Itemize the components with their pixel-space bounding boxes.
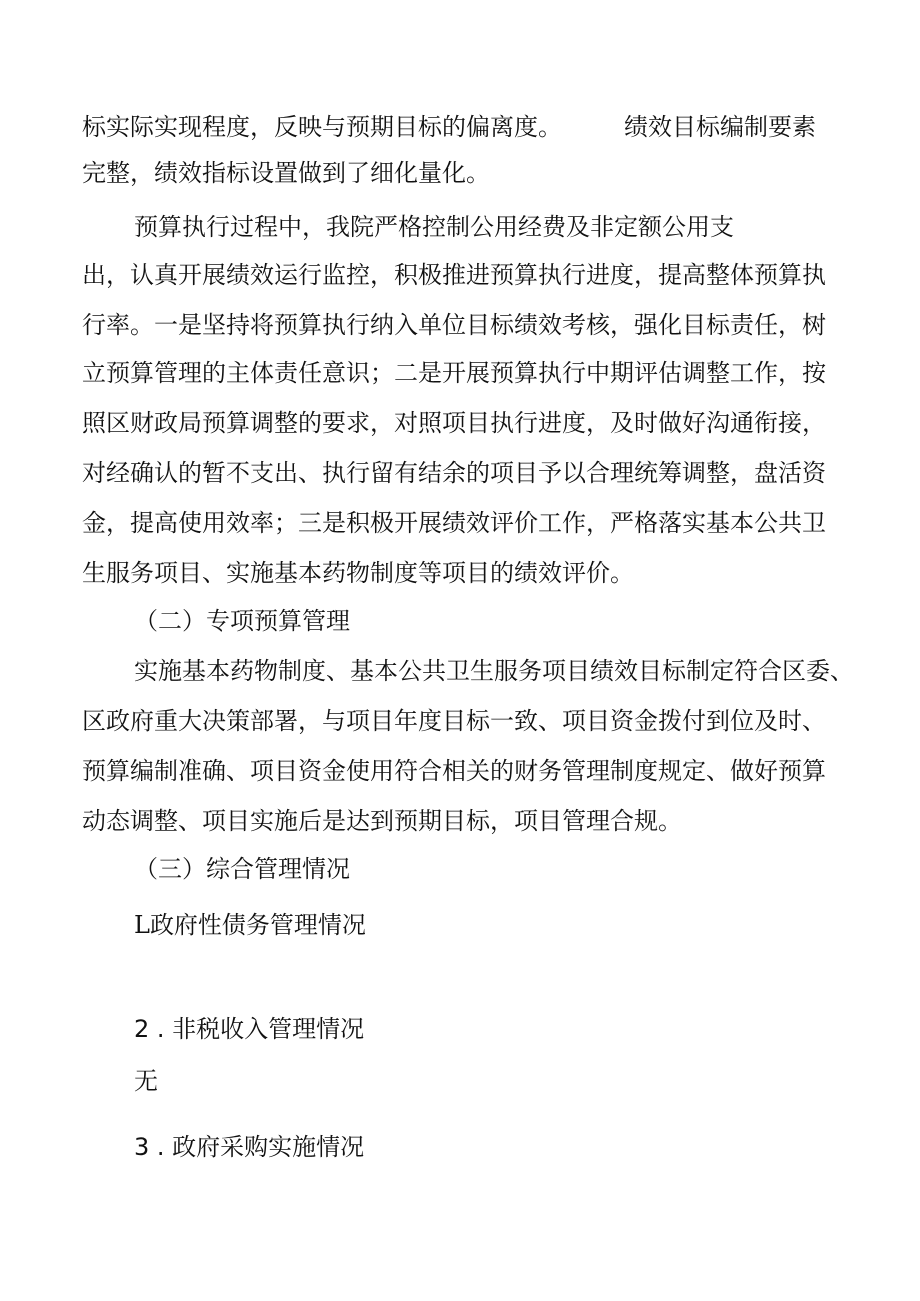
paragraph-line: 区政府重大决策部署，与项目年度目标一致、项目资金拨付到位及时、 (82, 707, 826, 735)
paragraph-line: 完整，绩效指标设置做到了细化量化。 (82, 159, 490, 187)
paragraph-line: 预算编制准确、项目资金使用符合相关的财务管理制度规定、做好预算 (82, 757, 826, 785)
subsection-heading: 2 . 非税收入管理情况 (134, 1015, 365, 1043)
paragraph-line: 实施基本药物制度、基本公共卫生服务项目绩效目标制定符合区委、 (134, 657, 854, 685)
paragraph-line: 无 (134, 1067, 158, 1095)
subsection-heading: L政府性债务管理情况 (134, 911, 366, 939)
paragraph-line: 动态调整、项目实施后是达到预期目标，项目管理合规。 (82, 807, 682, 835)
paragraph-line: 出，认真开展绩效运行监控，积极推进预算执行进度，提高整体预算执 (82, 261, 826, 289)
section-heading: （二）专项预算管理 (134, 607, 350, 635)
paragraph-line: 绩效目标编制要素 (624, 113, 816, 141)
paragraph-line: 对经确认的暂不支出、执行留有结余的项目予以合理统筹调整，盘活资 (82, 459, 826, 487)
paragraph-line: 行率。一是坚持将预算执行纳入单位目标绩效考核，强化目标责任，树 (82, 311, 826, 339)
paragraph-line: 金，提高使用效率；三是积极开展绩效评价工作，严格落实基本公共卫 (82, 509, 826, 537)
subsection-heading: 3 . 政府采购实施情况 (134, 1133, 365, 1161)
paragraph-line: 标实际实现程度，反映与预期目标的偏离度。 (82, 113, 562, 141)
paragraph-line: 立预算管理的主体责任意识；二是开展预算执行中期评估调整工作，按 (82, 359, 826, 387)
paragraph-line: 照区财政局预算调整的要求，对照项目执行进度，及时做好沟通衔接， (82, 409, 826, 437)
paragraph-line: 预算执行过程中，我院严格控制公用经费及非定额公用支 (134, 213, 734, 241)
paragraph-line: 生服务项目、实施基本药物制度等项目的绩效评价。 (82, 559, 634, 587)
section-heading: （三）综合管理情况 (134, 855, 350, 883)
